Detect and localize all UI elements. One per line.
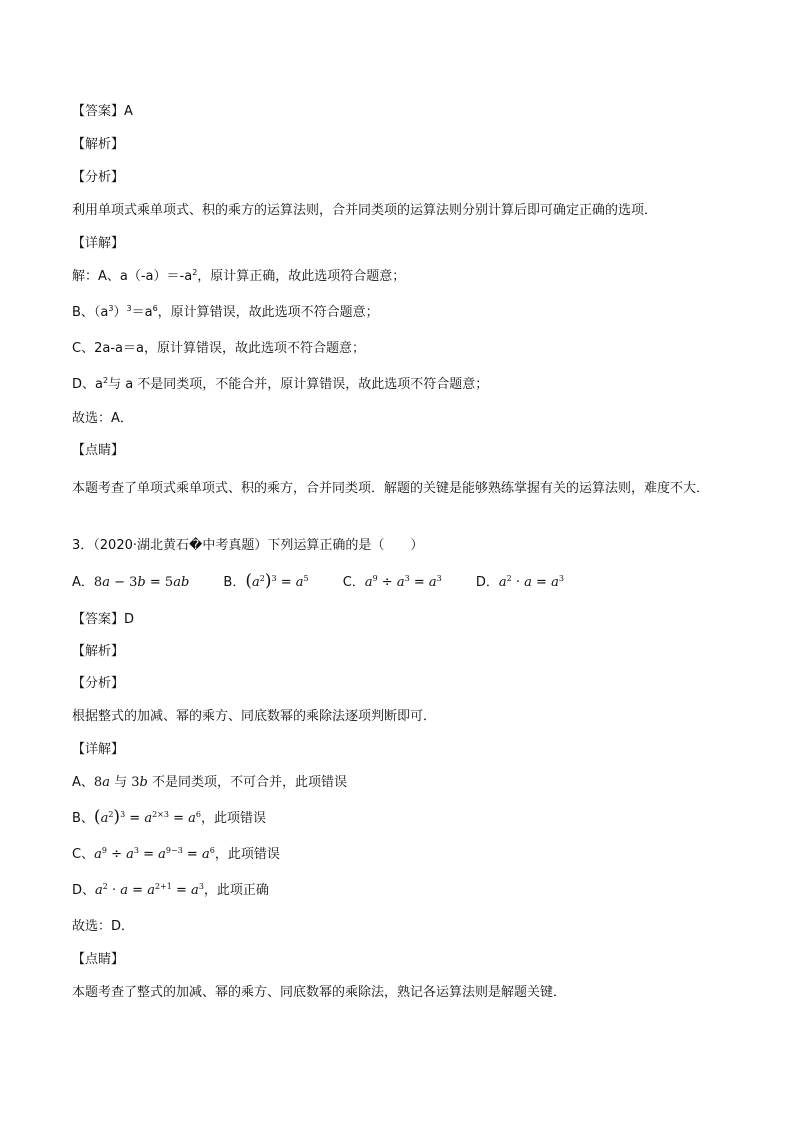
detail-line-a: A、8a 与 3b 不是同类项，不可合并，此项错误: [72, 775, 347, 790]
question-3-options: [72, 572, 594, 592]
detail-line-d: D、$a^2 \cdot a = a^{2+1} = a^3$，此项正确: [72, 882, 269, 898]
fenxi-heading: 【分析】: [72, 170, 125, 185]
option-b: B．$(a^2)^3 = a^5$: [223, 571, 309, 591]
detail-line-b: B、$(a^3)^3=a^6$，原计算错误，故此选项不符合题意；: [72, 304, 379, 320]
detail-line-c: C、2a-a＝a，原计算错误，故此选项不符合题意；: [72, 341, 365, 356]
option-a: A．8a − 3b = 5ab: [72, 575, 190, 590]
question-3-stem: 3．（2020·湖北黄石�中考真题）下列运算正确的是（ ）: [72, 538, 424, 553]
choice-line: 故选：A．: [72, 411, 133, 426]
detail-line-a: 解：A、$a(-a)=-a^2$，原计算正确，故此选项符合题意；: [72, 268, 406, 284]
answer-label: 【答案】: [72, 612, 125, 627]
detail-heading: 【详解】: [72, 742, 125, 757]
answer-line-q3: [72, 611, 134, 629]
fenxi-text: 利用单项式乘单项式、积的乘方的运算法则，合并同类项的运算法则分别计算后即可确定正确的选项．: [72, 203, 658, 218]
detail-heading: 【详解】: [72, 236, 125, 251]
answer-label: 【答案】: [72, 104, 125, 119]
detail-line-c: C、$a^9 \div a^3 = a^{9-3} = a^6$，此项错误: [72, 846, 280, 862]
comment-heading: 【点睛】: [72, 443, 125, 458]
fenxi-heading: 【分析】: [72, 676, 125, 691]
analysis-heading: 【解析】: [72, 644, 125, 659]
answer-line-q2: [72, 103, 133, 121]
option-d: D．$a^2 \cdot a = a^3$: [475, 574, 564, 590]
choice-line: 故选：D．: [72, 919, 135, 934]
answer-value: D: [124, 612, 135, 627]
option-c: C．$a^9 \div a^3 = a^3$: [342, 574, 442, 590]
detail-line-b: B、$(a^2)^3 = a^{2\times 3} = a^6$，此项错误: [72, 807, 267, 827]
answer-value: A: [124, 104, 133, 119]
comment-text: 本题考查了整式的加减、幂的乘方、同底数幂的乘除法，熟记各运算法则是解题关键．: [72, 985, 567, 1000]
comment-text: 本题考查了单项式乘单项式、积的乘方，合并同类项．解题的关键是能够熟练掌握有关的运算法则，难度不大．: [72, 481, 710, 496]
analysis-heading: 【解析】: [72, 137, 125, 152]
detail-line-d: D、$a^2$与 a 不是同类项，不能合并，原计算错误，故此选项不符合题意；: [72, 376, 489, 392]
fenxi-text: 根据整式的加减、幂的乘方、同底数幂的乘除法逐项判断即可．: [72, 709, 437, 724]
comment-heading: 【点睛】: [72, 952, 125, 967]
